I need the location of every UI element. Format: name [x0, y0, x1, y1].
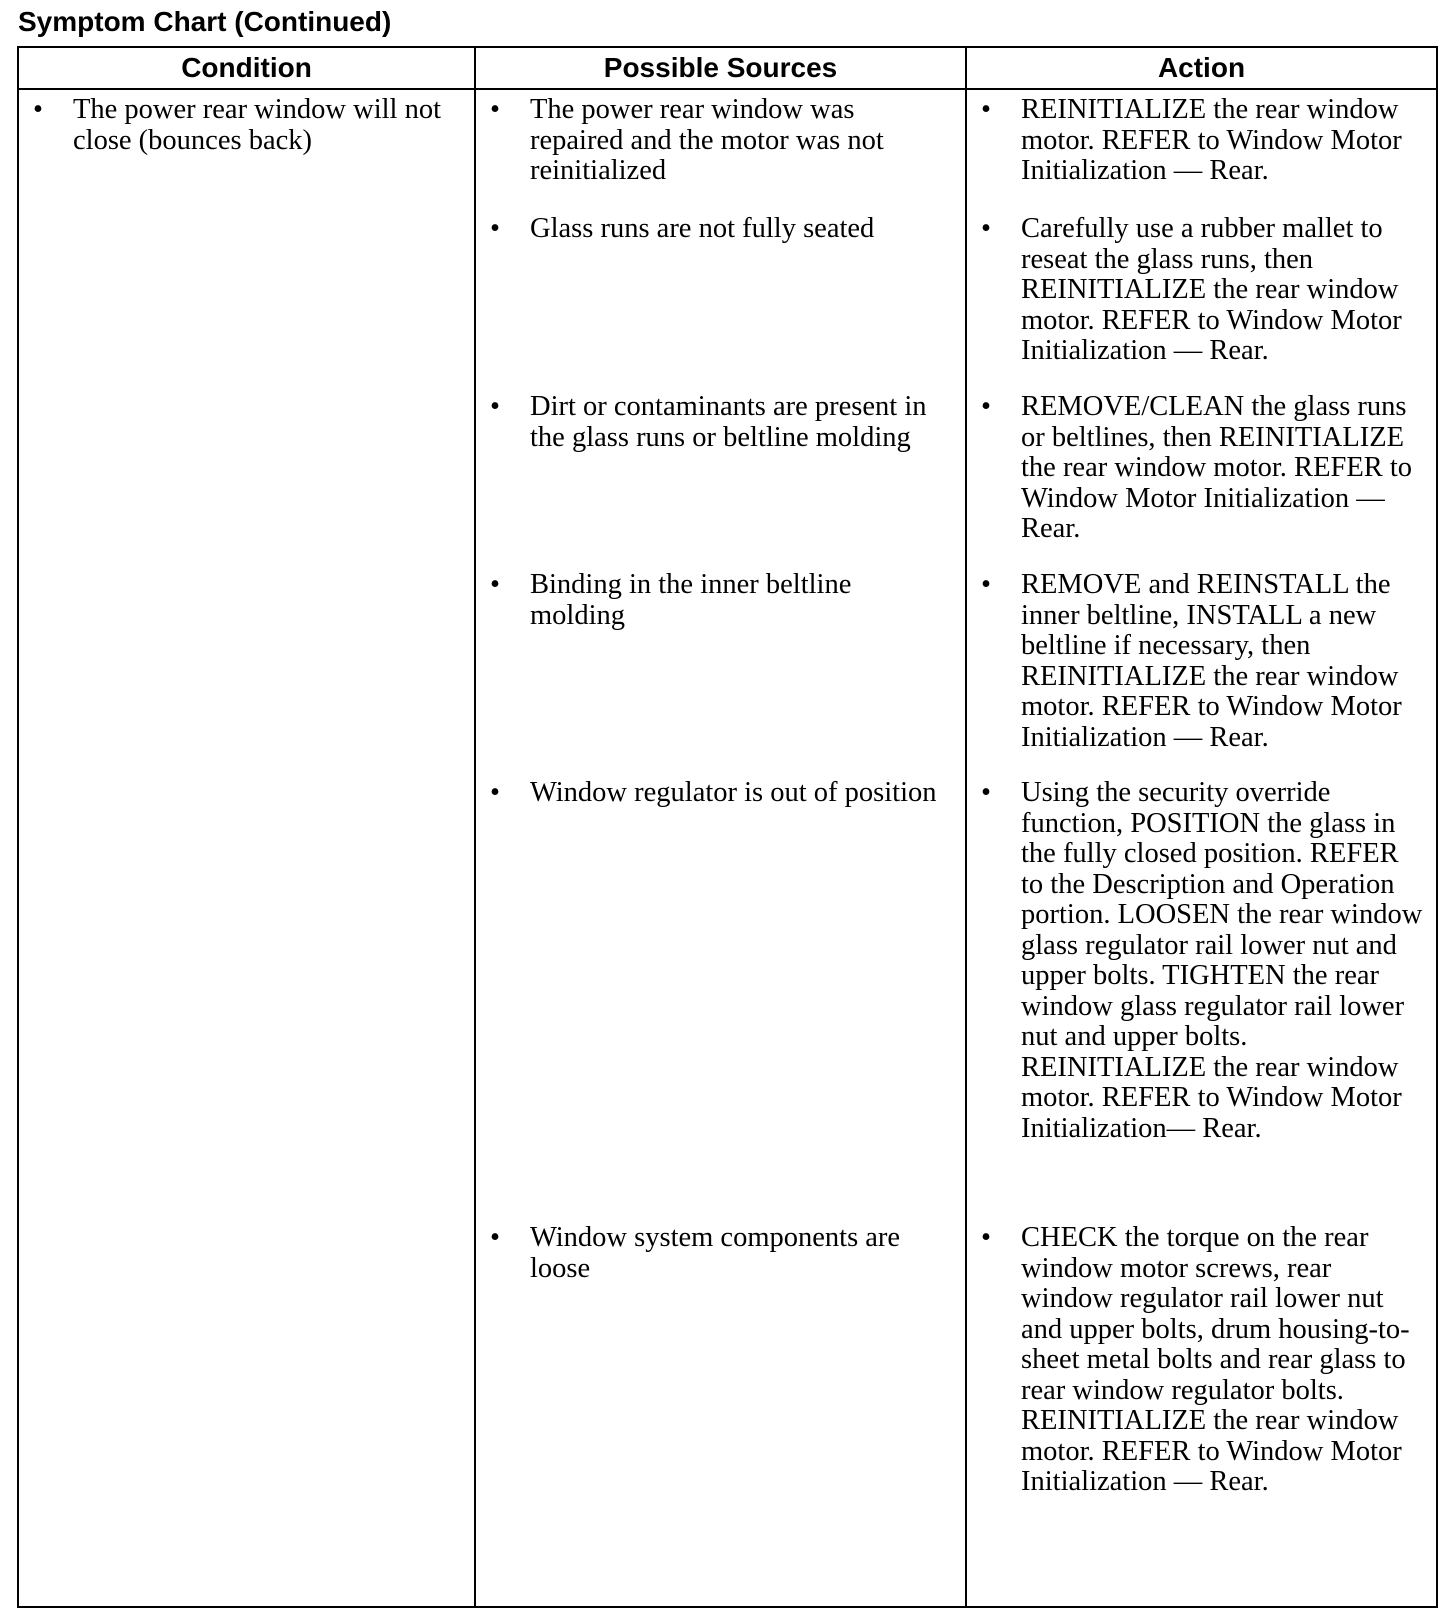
source-item: [476, 95, 965, 214]
header-condition: Condition: [18, 47, 475, 89]
source-item: [476, 1223, 965, 1284]
bullet: •: [490, 213, 500, 244]
bullet: •: [981, 777, 991, 808]
action-text: REMOVE and REINSTALL the inner beltline, INSTALL a new beltline if necessary, then REINITIALIZE the rear window motor. REFER to Window Motor Initialization — Rear.: [1021, 569, 1402, 753]
action-item: [967, 570, 1436, 778]
source-item: [476, 570, 965, 778]
bullet: •: [490, 1222, 500, 1253]
bullet: •: [981, 391, 991, 422]
action-text: REINITIALIZE the rear window motor. REFER to Window Motor Initialization — Rear.: [1021, 94, 1402, 186]
action-item: [967, 214, 1436, 392]
action-text: REMOVE/CLEAN the glass runs or beltlines, then REINITIALIZE the rear window motor. REFER to Window Motor Initialization — Rear.: [1021, 391, 1413, 544]
source-text: The power rear window was repaired and the motor was not reinitialized: [530, 94, 884, 186]
bullet: •: [490, 94, 500, 125]
source-text: Dirt or contaminants are present in the glass runs or beltline molding: [530, 391, 927, 453]
action-item: [967, 778, 1436, 1223]
action-item: [967, 95, 1436, 214]
action-item: [967, 392, 1436, 570]
action-cell: [966, 89, 1437, 1607]
condition-text: The power rear window will not close (bounces back): [73, 94, 442, 156]
source-item: [476, 392, 965, 570]
action-text: Using the security override function, POSITION the glass in the fully closed position. REFER to the Description and Operation portion. LOOSEN the rear window glass regulator rail lower nut and upper bolts. TIGHTEN the rear window glass regulator rail lower nut and upper bolts. REINITIALIZE the rear window motor. REFER to Window Motor Initialization— Rear.: [1021, 777, 1423, 1144]
bullet: •: [981, 94, 991, 125]
source-text: Window system components are loose: [530, 1222, 901, 1284]
action-text: Carefully use a rubber mallet to reseat the glass runs, then REINITIALIZE the rear window motor. REFER to Window Motor Initialization — Rear.: [1021, 213, 1402, 366]
bullet: •: [490, 569, 500, 600]
header-possible-sources: Possible Sources: [475, 47, 966, 89]
action-text: CHECK the torque on the rear window motor screws, rear window regulator rail lower nut and upper bolts, drum housing-to-sheet metal bolts and rear glass to rear window regulator bolts. REINITIALIZE the rear window motor. REFER to Window Motor Initialization — Rear.: [1021, 1222, 1410, 1497]
chart-title: Symptom Chart (Continued): [18, 6, 392, 37]
source-item: [476, 214, 965, 392]
bullet: •: [33, 94, 43, 125]
source-text: Window regulator is out of position: [530, 777, 937, 808]
header-action: Action: [966, 47, 1437, 89]
source-item: [476, 778, 965, 1223]
symptom-chart-table: [17, 46, 1438, 1608]
source-text: Glass runs are not fully seated: [530, 213, 875, 244]
bullet: •: [981, 569, 991, 600]
condition-item: [19, 95, 474, 156]
bullet: •: [490, 391, 500, 422]
bullet: •: [981, 213, 991, 244]
bullet: •: [490, 777, 500, 808]
table-header-row: [18, 47, 1437, 89]
bullet: •: [981, 1222, 991, 1253]
condition-cell: [18, 89, 475, 1607]
source-text: Binding in the inner beltline molding: [530, 569, 852, 631]
table-row: [18, 89, 1437, 1607]
sources-cell: [475, 89, 966, 1607]
action-item: [967, 1223, 1436, 1498]
